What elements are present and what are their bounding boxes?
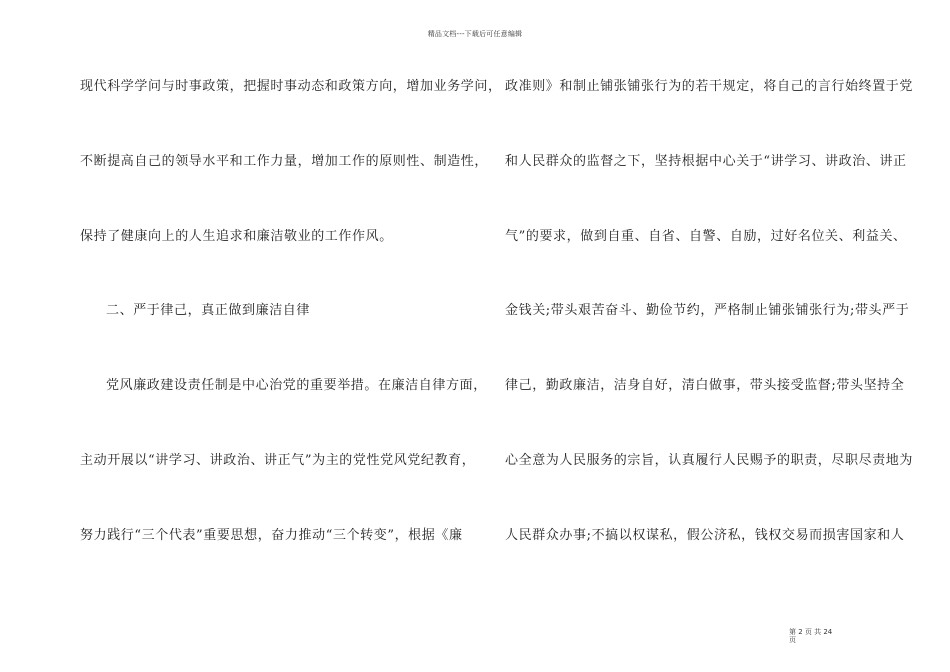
page-header: 精品文档---下载后可任意编辑: [427, 30, 523, 38]
text-line: 保持了健康向上的人生追求和廉洁敬业的工作作风。: [80, 229, 393, 244]
page-number: [789, 628, 832, 644]
text-line: 金钱关;带头艰苦奋斗、勤俭节约，严格制止铺张铺张行为;带头严于: [505, 303, 910, 318]
page-number-line: 第 2 页 共 24: [789, 628, 833, 636]
text-line: 不断提高自己的领导水平和工作力量，增加工作的原则性、制造性，: [80, 154, 489, 169]
text-line: 努力践行“三个代表”重要思想，奋力推动“三个转变”，根据《廉: [80, 528, 463, 543]
section-heading: 二、严于律己，真正做到廉洁自律: [106, 303, 311, 318]
page-number-line: 页: [789, 636, 796, 644]
text-line: 和人民群众的监督之下，坚持根据中心关于“讲学习、讲政治、讲正: [505, 154, 907, 169]
text-line: 心全意为人民服务的宗旨，认真履行人民赐予的职责，尽职尽责地为: [505, 453, 914, 468]
text-line: 政准则》和制止铺张铺张行为的若干规定，将自己的言行始终置于党: [505, 79, 914, 94]
text-line: 人民群众办事;不搞以权谋私，假公济私，钱权交易而损害国家和人: [505, 528, 905, 543]
text-line: 党风廉政建设责任制是中心治党的重要举措。在廉洁自律方面，: [106, 378, 487, 393]
text-line: 主动开展以“讲学习、讲政治、讲正气”为主的党性党风党纪教育，: [80, 453, 476, 468]
text-line: 律己，勤政廉洁，洁身自好，清白做事，带头接受监督;带头坚持全: [505, 378, 905, 393]
text-line: 气”的要求，做到自重、自省、自警、自励，过好名位关、利益关、: [505, 229, 907, 244]
text-line: 现代科学学问与时事政策，把握时事动态和政策方向，增加业务学问，: [80, 79, 502, 94]
